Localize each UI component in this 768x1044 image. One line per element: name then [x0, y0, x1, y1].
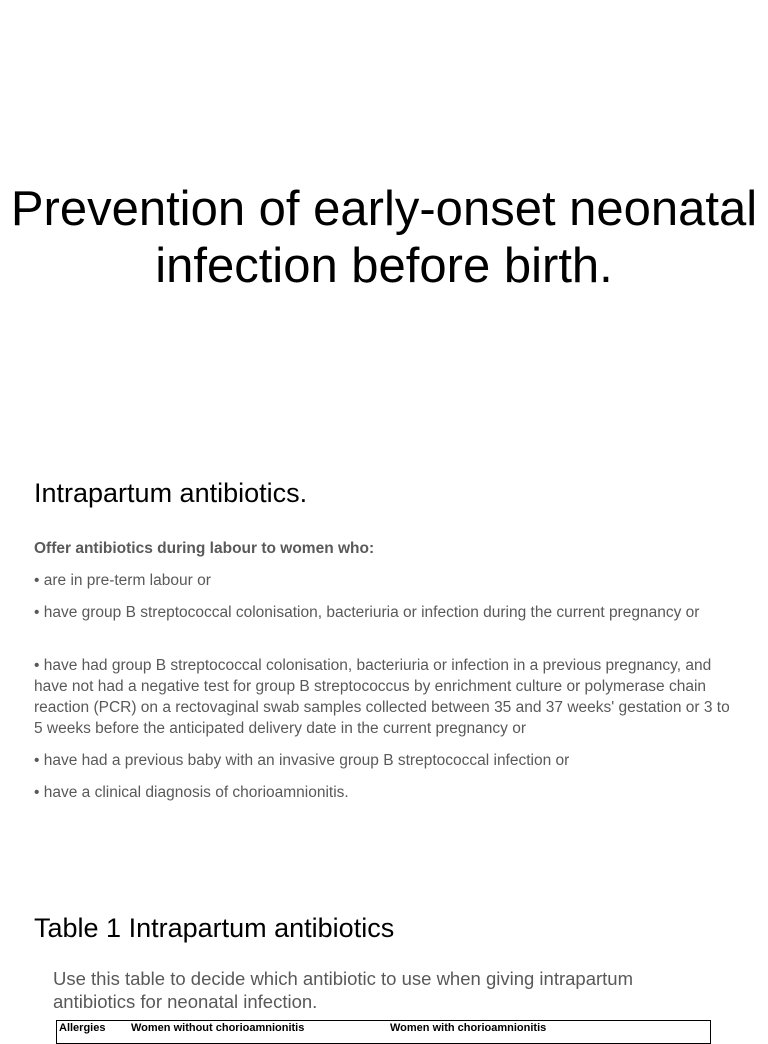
bullet-item: • are in pre-term labour or [34, 572, 211, 589]
table-header-without-chorioamnionitis: Women without chorioamnionitis [131, 1022, 305, 1034]
table1-intro: Use this table to decide which antibiotic to use when giving intrapartum antibiotics for neonatal infection. [53, 968, 633, 1012]
bullet-item: • have had a previous baby with an invasive group B streptococcal infection or [34, 752, 570, 769]
antibiotics-table [56, 1020, 711, 1044]
intrapartum-heading: Intrapartum antibiotics. [34, 478, 308, 508]
bullet-item: • have had group B streptococcal colonisation, bacteriuria or infection in a previous pregnancy, and have not had a negative test for group B streptococcus by enrichment culture or polymerase chain reaction (PCR) on a rectovaginal swab samples collected between 35 and 37 weeks' gestation or 3 to 5 weeks before the anticipated delivery date in the current pregnancy or [34, 657, 730, 737]
intrapartum-lead: Offer antibiotics during labour to women who: [34, 540, 375, 557]
bullet-item: • have a clinical diagnosis of chorioamnionitis. [34, 784, 349, 801]
table-header-allergies: Allergies [59, 1022, 106, 1034]
table1-heading: Table 1 Intrapartum antibiotics [34, 913, 395, 943]
page-title: Prevention of early-onset neonatal infection before birth. [10, 182, 758, 293]
bullet-item: • have group B streptococcal colonisation, bacteriuria or infection during the current pregnancy or [34, 604, 700, 621]
table-header-with-chorioamnionitis: Women with chorioamnionitis [390, 1022, 547, 1034]
